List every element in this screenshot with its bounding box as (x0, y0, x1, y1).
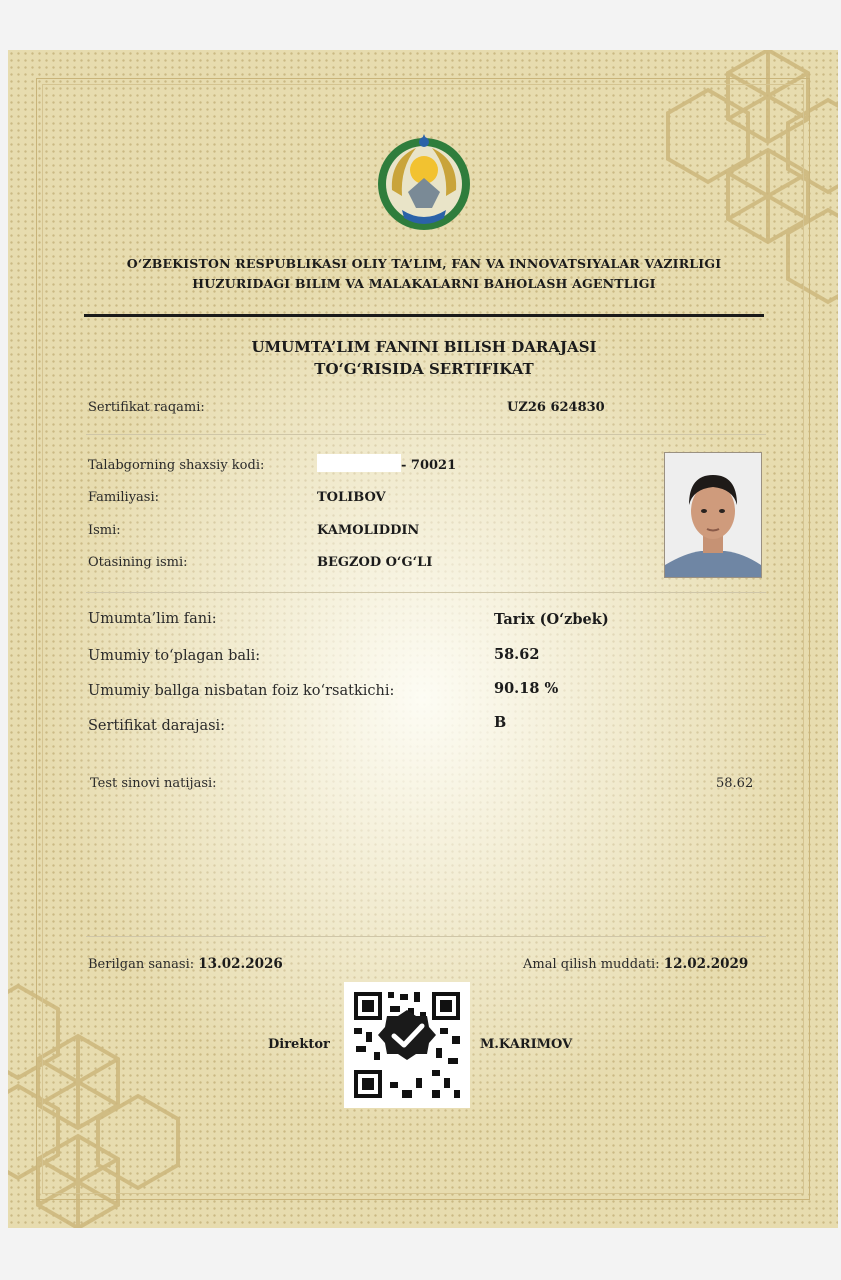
state-emblem-icon (372, 130, 476, 234)
test-result-value: 58.62 (716, 776, 754, 791)
redaction-box (317, 454, 401, 472)
valid-until-label: Amal qilish muddati: (523, 957, 660, 972)
name-label: Ismi: (88, 523, 121, 538)
personal-code-label: Talabgorning shaxsiy kodi: (88, 458, 265, 473)
subject-label: Umumta’lim fani: (88, 611, 217, 627)
director-name: M.KARIMOV (480, 1037, 573, 1052)
level-value: B (494, 714, 507, 731)
surname-value: TOLIBOV (317, 490, 386, 505)
surname-label: Familiyasi: (88, 490, 159, 505)
issued-date-label: Berilgan sanasi: (88, 957, 195, 972)
patronymic-label: Otasining ismi: (88, 555, 188, 570)
patronymic-value: BEGZOD O‘G‘LI (317, 555, 433, 570)
issued-date-value: 13.02.2026 (198, 956, 283, 972)
qr-code-icon[interactable] (344, 982, 470, 1108)
score-value: 58.62 (494, 646, 540, 663)
director-label: Direktor (268, 1037, 330, 1052)
issued-date (88, 956, 283, 972)
divider (86, 936, 766, 937)
percent-label: Umumiy ballga nisbatan foiz ko‘rsatkichi: (88, 683, 395, 699)
valid-until (523, 956, 748, 972)
certificate-title-line2: TO‘G‘RISIDA SERTIFIKAT (314, 360, 534, 378)
certificate-number-value: UZ26 624830 (507, 400, 605, 415)
level-label: Sertifikat darajasi: (88, 718, 226, 734)
name-value: KAMOLIDDIN (317, 523, 420, 538)
portrait-photo (664, 452, 762, 578)
valid-until-value: 12.02.2029 (663, 956, 749, 972)
personal-code-value: - 70021 (401, 458, 457, 473)
percent-value: 90.18 % (494, 680, 559, 697)
agency-header-line2: HUZURIDAGI BILIM VA MALAKALARNI BAHOLASH AGENTLIGI (192, 276, 656, 291)
certificate-number-label: Sertifikat raqami: (88, 400, 205, 415)
score-label: Umumiy to‘plagan bali: (88, 648, 261, 664)
subject-value: Tarix (O‘zbek) (494, 611, 609, 628)
certificate-title-line1: UMUMTA’LIM FANINI BILISH DARAJASI (251, 338, 597, 356)
divider (86, 592, 766, 593)
certificate-sheet (8, 50, 838, 1228)
header-rule (84, 314, 764, 317)
test-result-label: Test sinovi natijasi: (90, 776, 217, 791)
agency-header-line1: O‘ZBEKISTON RESPUBLIKASI OLIY TA’LIM, FAN VA INNOVATSIYALAR VAZIRLIGI (126, 256, 722, 271)
divider (86, 434, 766, 435)
